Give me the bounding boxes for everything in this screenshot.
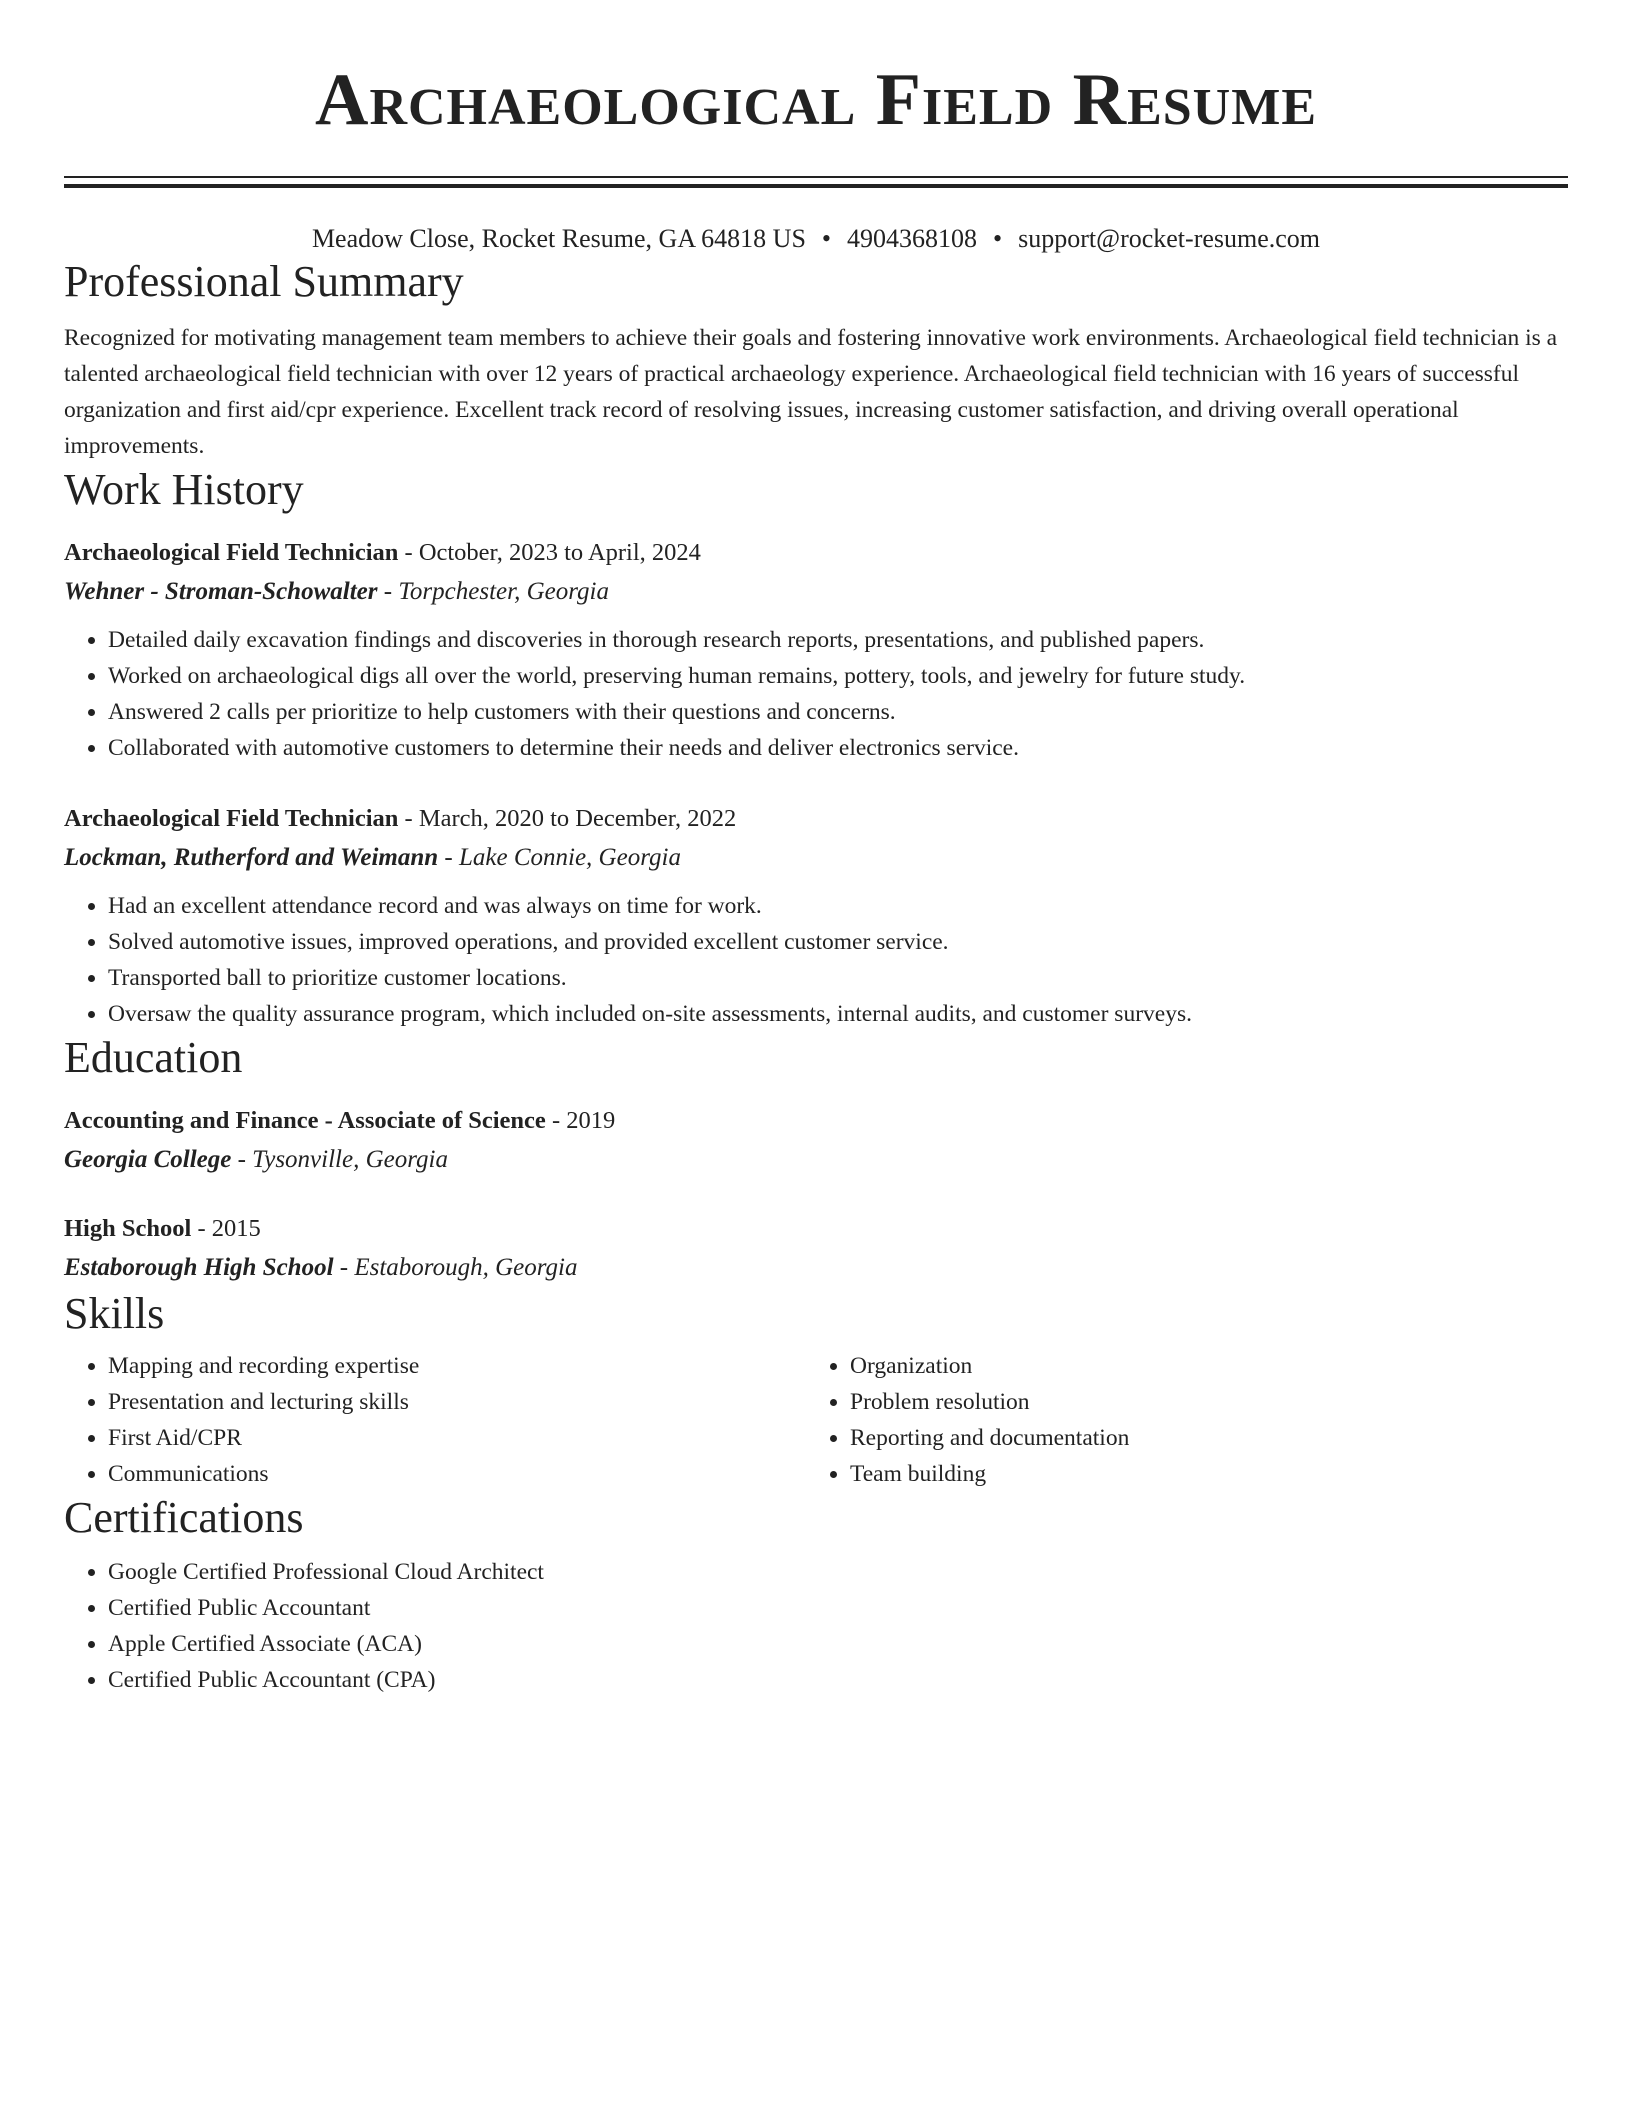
job-company-line: Wehner - Stroman-Schowalter - Torpchester, Georgia [64, 578, 609, 605]
contact-separator: • [993, 224, 1003, 253]
job-bullets [64, 888, 1568, 1032]
job-location: Torpchester, Georgia [398, 578, 609, 605]
skills-grid [64, 1348, 1568, 1492]
education-school: Georgia College [64, 1146, 232, 1173]
education-school-line: Georgia College - Tysonville, Georgia [64, 1146, 448, 1173]
skill-item: • Team building [850, 1456, 1548, 1492]
education-year: 2019 [566, 1107, 616, 1134]
title-divider-thin [64, 176, 1568, 178]
contact-phone: 4904368108 [847, 224, 978, 253]
contact-separator: • [821, 224, 832, 253]
certification-item: • Apple Certified Associate (ACA) [108, 1626, 1568, 1662]
education-school-line: Estaborough High School - Estaborough, Georgia [64, 1254, 578, 1281]
contact-email: support@rocket-resume.com [1018, 224, 1321, 253]
job-bullet: • Answered 2 calls per prioritize to help customers with their questions and concerns. [108, 694, 1568, 730]
job-bullet: • Worked on archaeological digs all over the world, preserving human remains, pottery, tools, and jewelry for future study. [108, 658, 1568, 694]
job-entry [64, 800, 1568, 1032]
job-title: Archaeological Field Technician [64, 539, 399, 566]
skill-item: • Reporting and documentation [850, 1420, 1548, 1456]
job-entry [64, 534, 1568, 766]
skill-item: • Problem resolution [850, 1384, 1548, 1420]
education-heading: Education [64, 1033, 243, 1082]
resume-title: Archaeological Field Resume [315, 59, 1317, 141]
job-dates: March, 2020 to December, 2022 [418, 805, 737, 832]
skill-item: • Organization [850, 1348, 1548, 1384]
skill-item: • Mapping and recording expertise [108, 1348, 806, 1384]
skill-item: • First Aid/CPR [108, 1420, 806, 1456]
summary-heading: Professional Summary [64, 257, 464, 306]
job-title: Archaeological Field Technician [64, 805, 399, 832]
contact-line [64, 222, 1568, 256]
skills-column-right [806, 1348, 1548, 1492]
education-entry [64, 1102, 1568, 1180]
job-bullet: • Oversaw the quality assurance program, which included on-site assessments, internal audits, and customer surveys. [108, 996, 1568, 1032]
skills-column-left [64, 1348, 806, 1492]
certification-item: • Certified Public Accountant (CPA) [108, 1662, 1568, 1698]
summary-text: Recognized for motivating management team members to achieve their goals and fostering innovative work environments. Archaeological field technician is a talented archaeological field technician with over 12 years of practical archaeology experience. Archaeological field technician with 16 years of successful organization and first aid/cpr experience. Excellent track record of resolving issues, increasing customer satisfaction, and driving overall operational improvements. [64, 325, 1558, 459]
education-degree-line: Accounting and Finance - Associate of Science - 2019 [64, 1107, 616, 1134]
education-school: Estaborough High School [64, 1254, 334, 1281]
education-degree: Accounting and Finance - Associate of Science [64, 1107, 546, 1134]
job-company: Wehner - Stroman-Schowalter [64, 578, 378, 605]
job-bullet: • Transported ball to prioritize customer locations. [108, 960, 1568, 996]
job-bullet: • Collaborated with automotive customers to determine their needs and deliver electronics service. [108, 730, 1568, 766]
education-year: 2015 [211, 1215, 261, 1242]
job-bullet: • Solved automotive issues, improved operations, and provided excellent customer service. [108, 924, 1568, 960]
job-dates: October, 2023 to April, 2024 [418, 539, 701, 566]
education-location: Tysonville, Georgia [252, 1146, 448, 1173]
job-bullet: • Detailed daily excavation findings and discoveries in thorough research reports, presentations, and published papers. [108, 622, 1568, 658]
job-role-line: Archaeological Field Technician - October, 2023 to April, 2024 [64, 539, 701, 566]
skill-item: • Presentation and lecturing skills [108, 1384, 806, 1420]
job-location: Lake Connie, Georgia [458, 844, 681, 871]
certification-item: • Google Certified Professional Cloud Architect [108, 1554, 1568, 1590]
job-bullet: • Had an excellent attendance record and was always on time for work. [108, 888, 1568, 924]
job-company: Lockman, Rutherford and Weimann [64, 844, 439, 871]
job-role-line: Archaeological Field Technician - March, 2020 to December, 2022 [64, 805, 737, 832]
title-divider-thick [64, 184, 1568, 188]
job-company-line: Lockman, Rutherford and Weimann - Lake Connie, Georgia [64, 844, 681, 871]
work-history-heading: Work History [64, 465, 304, 514]
education-degree-line: High School - 2015 [64, 1215, 261, 1242]
certifications-heading: Certifications [64, 1493, 304, 1542]
contact-address: Meadow Close, Rocket Resume, GA 64818 US [311, 224, 806, 253]
certification-item: • Certified Public Accountant [108, 1590, 1568, 1626]
education-entry [64, 1210, 1568, 1288]
skill-item: • Communications [108, 1456, 806, 1492]
job-bullets [64, 622, 1568, 766]
education-degree: High School [64, 1215, 192, 1242]
education-location: Estaborough, Georgia [354, 1254, 578, 1281]
skills-heading: Skills [64, 1289, 165, 1338]
certifications-list [64, 1554, 1568, 1698]
